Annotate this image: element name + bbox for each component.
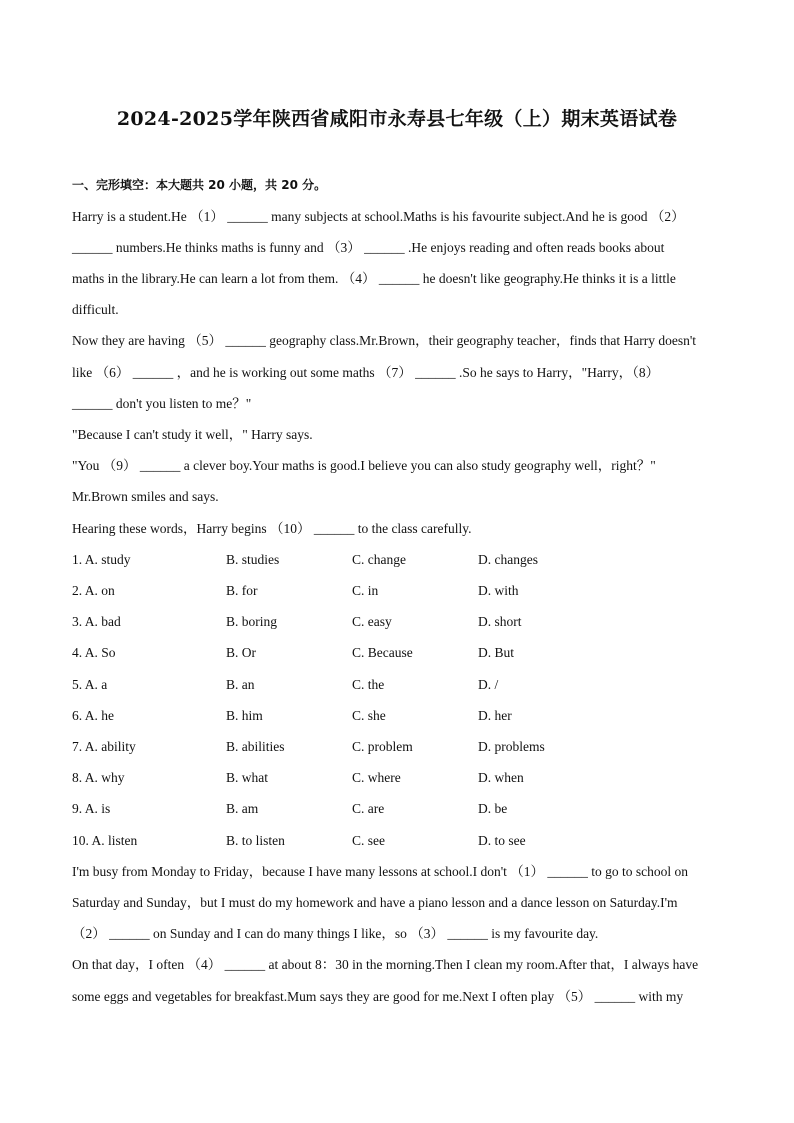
passage-line: ______ numbers.He thinks maths is funny and （3） ______ .He enjoys reading and often reads books about <box>72 240 665 255</box>
exam-title: 2024-2025学年陕西省咸阳市永寿县七年级（上）期末英语试卷 <box>116 108 678 130</box>
option-a: 7. A. ability <box>72 739 136 754</box>
option-b: B. for <box>226 583 258 598</box>
option-c: C. change <box>352 552 406 567</box>
option-b: B. what <box>226 770 268 785</box>
passage-line: （2） ______ on Sunday and I can do many things I like，so （3） ______ is my favourite day. <box>72 926 599 941</box>
option-b: B. to listen <box>226 833 285 848</box>
option-c: C. in <box>352 583 379 598</box>
option-c: C. easy <box>352 614 392 629</box>
option-d: D. changes <box>478 552 538 567</box>
section-header: 一、完形填空：本大题共 20 小题，共 20 分。 <box>72 178 327 192</box>
option-a: 2. A. on <box>72 583 115 598</box>
passage-line: maths in the library.He can learn a lot from them. （4） ______ he doesn't like geography.He thinks it is a little <box>72 271 676 286</box>
passage-line: ______ don't you listen to me？" <box>72 396 252 411</box>
passage-line: like （6） ______ ，and he is working out some maths （7） ______ .So he says to Harry，"Harry，（8） <box>72 365 660 380</box>
option-b: B. boring <box>226 614 278 629</box>
option-a: 3. A. bad <box>72 614 121 629</box>
passage-line: some eggs and vegetables for breakfast.Mum says they are good for me.Next I often play （5） ______ with my <box>72 989 684 1004</box>
passage-line: I'm busy from Monday to Friday，because I have many lessons at school.I don't （1） ______ to go to school on <box>72 864 689 879</box>
option-c: C. see <box>352 833 385 848</box>
option-b: B. Or <box>226 645 256 660</box>
option-c: C. where <box>352 770 401 785</box>
passage-line: difficult. <box>72 302 119 317</box>
option-a: 10. A. listen <box>72 833 138 848</box>
option-a: 6. A. he <box>72 708 114 723</box>
option-a: 9. A. is <box>72 801 111 816</box>
option-d: D. problems <box>478 739 545 754</box>
option-c: C. she <box>352 708 386 723</box>
option-d: D. when <box>478 770 524 785</box>
option-d: D. short <box>478 614 522 629</box>
option-c: C. problem <box>352 739 413 754</box>
option-d: D. / <box>478 677 499 692</box>
passage-line: "You （9） ______ a clever boy.Your maths is good.I believe you can also study geography well，right？" <box>72 458 656 473</box>
option-b: B. studies <box>226 552 280 567</box>
passage-line: Now they are having （5） ______ geography class.Mr.Brown，their geography teacher，finds that Harry doesn't <box>72 333 697 348</box>
option-b: B. an <box>226 677 255 692</box>
option-a: 1. A. study <box>72 552 131 567</box>
option-a: 8. A. why <box>72 770 125 785</box>
option-b: B. him <box>226 708 263 723</box>
passage-line: On that day，I often （4） ______ at about 8：30 in the morning.Then I clean my room.After that，I always have <box>72 957 699 972</box>
option-b: B. abilities <box>226 739 285 754</box>
option-c: C. Because <box>352 645 413 660</box>
option-b: B. am <box>226 801 259 816</box>
passage-line: Hearing these words，Harry begins （10） ______ to the class carefully. <box>72 521 472 536</box>
option-d: D. be <box>478 801 508 816</box>
option-a: 4. A. So <box>72 645 116 660</box>
option-c: C. the <box>352 677 385 692</box>
option-d: D. with <box>478 583 519 598</box>
option-d: D. her <box>478 708 512 723</box>
passage-line: Harry is a student.He （1） ______ many subjects at school.Maths is his favourite subject.And he is good （2） <box>72 209 685 224</box>
option-c: C. are <box>352 801 385 816</box>
option-a: 5. A. a <box>72 677 108 692</box>
option-d: D. to see <box>478 833 526 848</box>
passage-line: "Because I can't study it well，" Harry says. <box>72 427 313 442</box>
passage-line: Mr.Brown smiles and says. <box>72 489 219 504</box>
passage-line: Saturday and Sunday，but I must do my homework and have a piano lesson and a dance lesson on Saturday.I'm <box>72 895 678 910</box>
option-d: D. But <box>478 645 515 660</box>
